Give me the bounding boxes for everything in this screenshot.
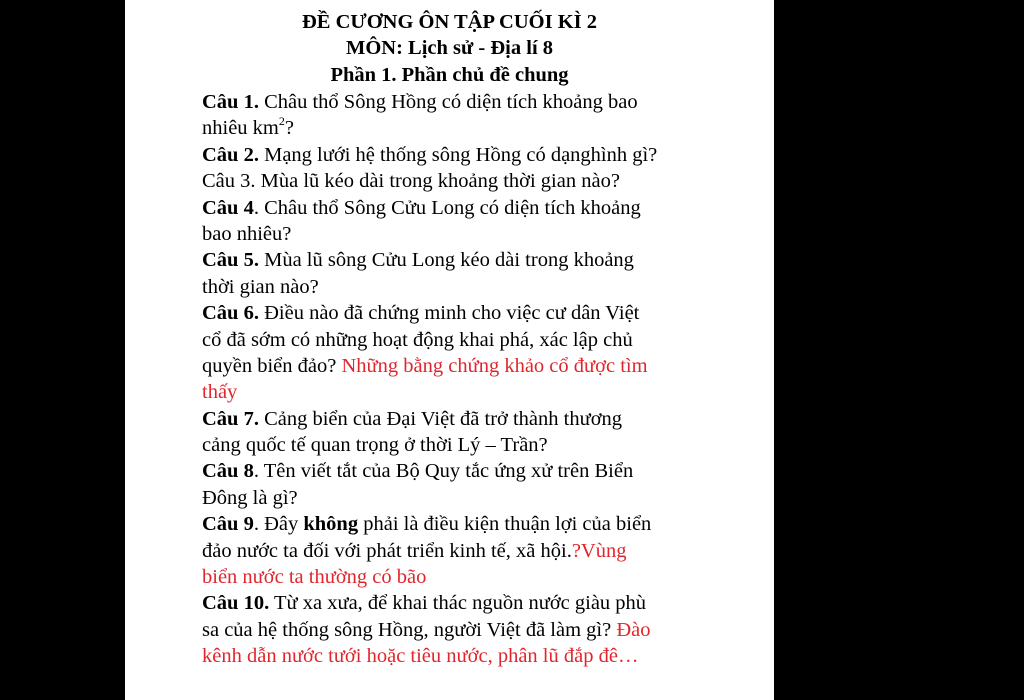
question-9-line-3 [202, 564, 742, 590]
question-10-line-2 [202, 617, 742, 643]
question-7-line-1 [202, 406, 742, 432]
question-6-line-4 [202, 379, 742, 405]
question-label: Câu 9 [202, 513, 254, 536]
question-9-line-1 [202, 511, 742, 537]
question-6-line-2 [202, 327, 742, 353]
answer-text: thấy [202, 381, 238, 404]
answer-text: ?Vùng [571, 539, 627, 562]
question-label: Câu 4 [202, 196, 254, 219]
question-label: Câu 5. [202, 249, 259, 272]
question-text: Châu thổ Sông Hồng có diện tích khoảng bao [258, 91, 638, 113]
question-4-line-2 [202, 221, 742, 247]
question-text: thời gian nào? [202, 275, 319, 298]
document-title: ĐỀ CƯƠNG ÔN TẬP CUỐI KÌ 2 [302, 11, 597, 33]
question-text: Đông là gì? [202, 486, 298, 509]
question-7-line-2 [202, 432, 742, 458]
question-text: . Châu thổ Sông Cửu Long có diện tích khoảng [253, 196, 641, 219]
question-text: đảo nước ta đối với phát triển kinh tế, xã hội. [202, 539, 572, 562]
question-text: . Đây [253, 513, 304, 536]
answer-text: kênh dẫn nước tưới hoặc tiêu nước, phân lũ đắp đê… [202, 645, 639, 668]
answer-text: biển nước ta thường có bão [202, 566, 427, 589]
document-content [125, 0, 774, 668]
subject-title: MÔN: Lịch sử - Địa lí 8 [345, 37, 554, 60]
question-label: Câu 2. [202, 143, 259, 166]
question-10-line-1 [202, 590, 742, 616]
question-text: ? [284, 117, 294, 140]
question-label: Câu 1. [202, 91, 259, 113]
question-8-line-1 [202, 458, 742, 484]
question-text: Điều nào đã chứng minh cho việc cư dân Việt [258, 302, 640, 325]
question-2-line-1 [202, 142, 742, 168]
question-text: Từ xa xưa, để khai thác nguồn nước giàu phù [269, 592, 647, 615]
question-4-line-1 [202, 195, 742, 221]
question-text: Mùa lũ kéo dài trong khoảng thời gian nào? [255, 170, 620, 193]
question-1-line-1 [202, 89, 742, 115]
question-text: Mùa lũ sông Cửu Long kéo dài trong khoảng [258, 249, 634, 272]
question-label: Câu 8 [202, 460, 254, 483]
question-6-line-1 [202, 300, 742, 326]
section-title: Phần 1. Phần chủ đề chung [330, 63, 569, 86]
question-3-line-1 [202, 168, 742, 194]
question-text: cổ đã sớm có những hoạt động khai phá, xác lập chủ [202, 328, 633, 351]
question-text: Cảng biển của Đại Việt đã trở thành thương [258, 407, 623, 430]
document-page [125, 0, 774, 700]
question-text: cảng quốc tế quan trọng ở thời Lý – Trần? [202, 434, 548, 457]
question-text: nhiêu km [202, 117, 279, 140]
question-5-line-1 [202, 247, 742, 273]
question-9-line-2 [202, 538, 742, 564]
question-label: Câu 3. [202, 170, 256, 193]
question-label: Câu 7. [202, 407, 259, 430]
question-text: Mạng lưới hệ thống sông Hồng có dạnghình gì? [258, 143, 658, 166]
question-8-line-2 [202, 485, 742, 511]
question-label: Câu 10. [202, 592, 270, 615]
question-1-line-2 [202, 115, 742, 141]
question-5-line-2 [202, 274, 742, 300]
question-text: sa của hệ thống sông Hồng, người Việt đã làm gì? [202, 618, 612, 641]
answer-text: Những bằng chứng khảo cổ được tìm [336, 354, 648, 377]
question-text: quyền biển đảo? [202, 354, 337, 377]
question-list [202, 89, 742, 670]
question-text: . Tên viết tắt của Bộ Quy tắc ứng xử trên Biển [253, 460, 634, 483]
question-10-line-3 [202, 643, 742, 669]
question-label: Câu 6. [202, 302, 259, 325]
answer-text: Đào [611, 618, 651, 641]
superscript: 2 [278, 113, 285, 128]
question-6-line-3 [202, 353, 742, 379]
question-text: phải là điều kiện thuận lợi của biển [358, 513, 652, 536]
emphasis-text: không [303, 513, 359, 536]
question-text: bao nhiêu? [202, 222, 292, 245]
